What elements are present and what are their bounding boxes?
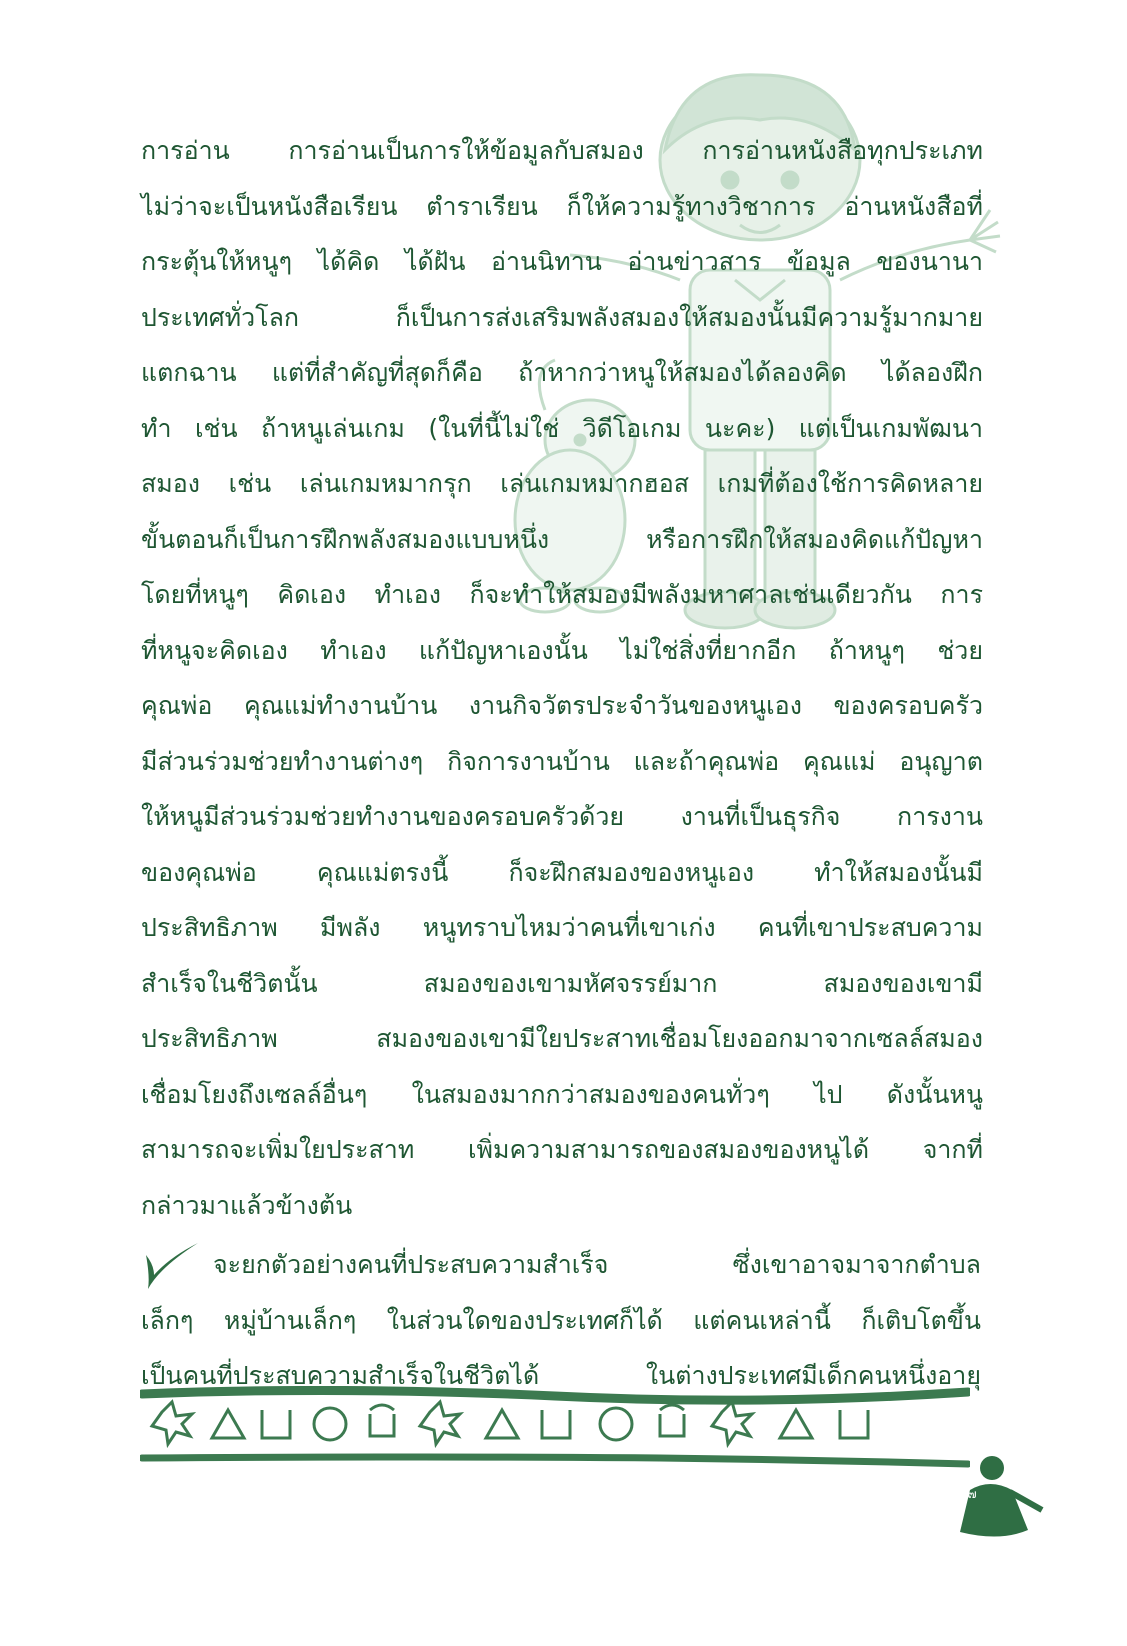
text-line: ของคุณพ่อ คุณแม่ตรงนี้ ก็จะฝึกสมองของหนูเอง ทำให้สมองนั้นมี — [141, 857, 983, 887]
text-line: การอ่าน การอ่านเป็นการให้ข้อมูลกับสมอง การอ่านหนังสือทุกประเภท — [141, 136, 983, 165]
text-line: สำเร็จในชีวิตนั้น สมองของเขามหัศจรรย์มาก สมองของเขามี — [141, 968, 983, 998]
text-line: จะยกตัวอย่างคนที่ประสบความสำเร็จ ซึ่งเขาอาจมาจากตำบล — [213, 1250, 981, 1279]
text-line: สมอง เช่น เล่นเกมหมากรุก เล่นเกมหมากฮอส เกมที่ต้องใช้การคิดหลาย — [141, 469, 983, 498]
text-line: สามารถจะเพิ่มใยประสาท เพิ่มความสามารถของสมองของหนูได้ จากที่ — [141, 1135, 983, 1164]
text-line: ประสิทธิภาพ สมองของเขามีใยประสาทเชื่อมโยงออกมาจากเซลล์สมอง — [141, 1024, 983, 1053]
text-line: ให้หนูมีส่วนร่วมช่วยทำงานของครอบครัวด้วย งานที่เป็นธุรกิจ การงาน — [141, 802, 983, 831]
paragraph-2 — [141, 1237, 981, 1404]
text-line: ประสิทธิภาพ มีพลัง หนูทราบไหมว่าคนที่เขาเก่ง คนที่เขาประสบความ — [141, 913, 983, 942]
text-line: คุณพ่อ คุณแม่ทำงานบ้าน งานกิจวัตรประจำวันของหนูเอง ของครอบครัว — [141, 691, 983, 720]
text-line: ประเทศทั่วโลก ก็เป็นการส่งเสริมพลังสมองให้สมองนั้นมีความรู้มากมาย — [141, 302, 983, 332]
text-line: ไม่ว่าจะเป็นหนังสือเรียน ตำราเรียน ก็ให้ความรู้ทางวิชาการ อ่านหนังสือที่ — [141, 191, 983, 221]
text-line: โดยที่หนูๆ คิดเอง ทำเอง ก็จะทำให้สมองมีพลังมหาศาลเช่นเดียวกัน การ — [141, 580, 983, 609]
decorative-border-band — [140, 1386, 970, 1496]
text-line: กล่าวมาแล้วข้างต้น — [141, 1190, 353, 1220]
text-line: มีส่วนร่วมช่วยทำงานต่างๆ กิจการงานบ้าน และถ้าคุณพ่อ คุณแม่ อนุญาต — [141, 746, 983, 776]
text-line: เล็กๆ หมู่บ้านเล็กๆ ในส่วนใดของประเทศก็ได้ แต่คนเหล่านี้ ก็เติบโตขึ้น — [141, 1305, 981, 1335]
paragraph-1 — [141, 123, 983, 1233]
text-line: เชื่อมโยงถึงเซลล์อื่นๆ ในสมองมากกว่าสมองของคนทั่วๆ ไป ดังนั้นหนู — [141, 1079, 983, 1109]
page-number: ๑๗ — [960, 1487, 977, 1501]
text-line: กระตุ้นให้หนูๆ ได้คิด ได้ฝัน อ่านนิทาน อ่านข่าวสาร ข้อมูล ของนานา — [141, 247, 983, 276]
text-line: ที่หนูจะคิดเอง ทำเอง แก้ปัญหาเองนั้น ไม่ใช่สิ่งที่ยากอีก ถ้าหนูๆ ช่วย — [141, 635, 983, 665]
page-number-figure — [950, 1450, 1050, 1550]
text-line: เป็นคนที่ประสบความสำเร็จในชีวิตได้ ในต่างประเทศมีเด็กคนหนึ่งอายุ — [141, 1361, 981, 1390]
text-line: แตกฉาน แต่ที่สำคัญที่สุดก็คือ ถ้าหากว่าหนูให้สมองได้ลองคิด ได้ลองฝึก — [141, 358, 983, 387]
text-line: ทำ เช่น ถ้าหนูเล่นเกม (ในที่นี้ไม่ใช่ วิดีโอเกม นะคะ) แต่เป็นเกมพัฒนา — [141, 413, 983, 443]
text-line: ขั้นตอนก็เป็นการฝึกพลังสมองแบบหนึ่ง หรือการฝึกให้สมองคิดแก้ปัญหา — [141, 524, 983, 554]
